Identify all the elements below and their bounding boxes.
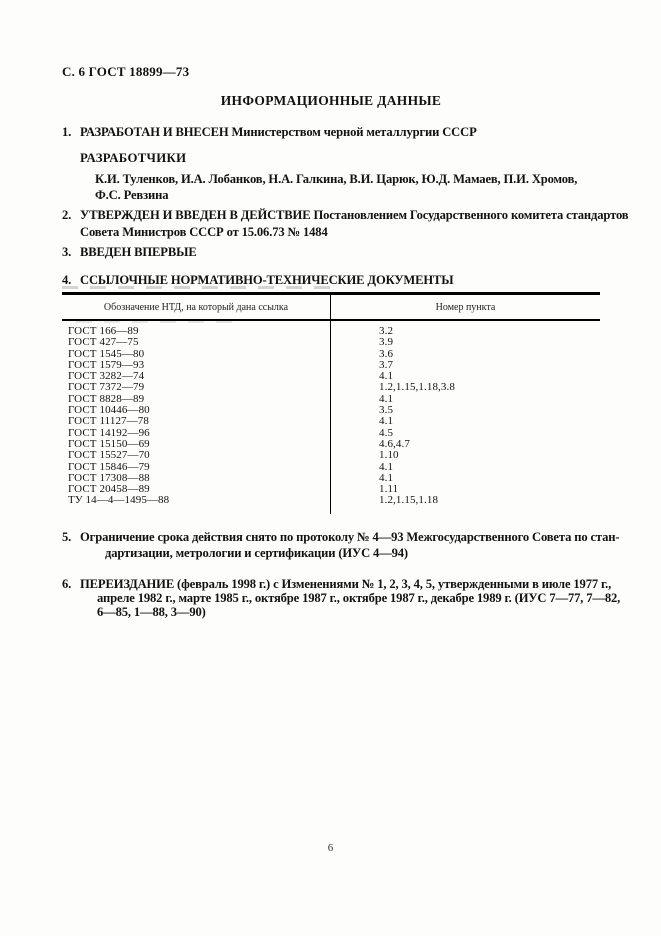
item-5-line-2: дартизации, метрологии и сертификации (ИУС 4—94)	[105, 546, 408, 560]
table-row-clause: 1.10	[379, 449, 399, 462]
scan-artifact	[62, 286, 342, 289]
developers-line-2: Ф.С. Ревзина	[95, 187, 169, 202]
table-row-clause: 1.2,1.15,1.18	[379, 494, 439, 507]
item-5-number: 5.	[62, 530, 72, 544]
table-row-clause: 3.5	[379, 404, 394, 417]
table-row-reference: ГОСТ 15846—79	[68, 460, 150, 473]
table-row-reference: ГОСТ 15527—70	[68, 449, 150, 462]
table-row-clause: 4.5	[379, 426, 394, 439]
table-row-reference: ГОСТ 11127—78	[68, 415, 149, 428]
table-col-references	[62, 321, 331, 514]
item-6-number: 6.	[62, 577, 72, 591]
page-title: ИНФОРМАЦИОННЫЕ ДАННЫЕ	[220, 93, 442, 108]
item-3	[62, 244, 600, 261]
table-header-reference: Обозначение НТД, на который дана ссылка	[62, 295, 331, 319]
item-3-line-1: ВВЕДЕН ВПЕРВЫЕ	[80, 245, 197, 259]
table-row-reference: ГОСТ 1579—93	[68, 358, 145, 371]
item-2-number: 2.	[62, 208, 72, 222]
item-1	[62, 124, 600, 141]
references-table	[62, 292, 600, 514]
table-row-reference: ГОСТ 17308—88	[68, 471, 150, 484]
table-header-row	[62, 292, 600, 321]
item-1-line-1: РАЗРАБОТАН И ВНЕСЕН Министерством черной металлургии СССР	[80, 125, 477, 139]
page-number: 6	[327, 842, 334, 854]
table-row-reference: ГОСТ 7372—79	[68, 381, 145, 394]
table-row-reference: ГОСТ 1545—80	[68, 347, 145, 360]
table-col-clauses	[331, 321, 600, 514]
table-row-reference: ГОСТ 3282—74	[68, 370, 145, 383]
table-row-reference: ТУ 14—4—1495—88	[68, 494, 170, 507]
item-5-line-1: Ограничение срока действия снято по протоколу № 4—93 Межгосударственного Совета по стан-	[80, 530, 620, 544]
table-row-clause: 1.11	[379, 483, 399, 496]
table-row-clause: 3.2	[379, 325, 394, 337]
table-row-clause: 4.1	[379, 471, 394, 484]
table-row-clause: 4.1	[379, 392, 394, 405]
table-row-clause: 3.7	[379, 358, 394, 371]
item-1-number: 1.	[62, 125, 72, 139]
item-6	[62, 577, 621, 619]
developers-names	[95, 172, 607, 203]
table-row-reference: ГОСТ 10446—80	[68, 404, 150, 417]
item-2	[62, 207, 629, 241]
developers-label: РАЗРАБОТЧИКИ	[80, 151, 187, 165]
item-2-line-2: Совета Министров СССР от 15.06.73 № 1484	[80, 225, 328, 239]
table-row-clause: 3.6	[379, 347, 394, 360]
table-row-reference: ГОСТ 15150—69	[68, 437, 150, 450]
item-6-line-1: ПЕРЕИЗДАНИЕ (февраль 1998 г.) с Изменениями № 1, 2, 3, 4, 5, утвержденными в июле 1977 г.,	[80, 577, 612, 591]
item-4-number: 4.	[62, 273, 72, 287]
table-row-clause: 4.6,4.7	[379, 437, 410, 450]
table-row-reference: ГОСТ 20458—89	[68, 483, 150, 496]
item-6-line-3: 6—85, 1—88, 3—90)	[97, 605, 206, 619]
item-3-number: 3.	[62, 245, 72, 259]
item-2-line-1: УТВЕРЖДЕН И ВВЕДЕН В ДЕЙСТВИЕ Постановлением Государственного комитета стандартов	[80, 208, 629, 222]
table-row-reference: ГОСТ 427—75	[68, 336, 139, 349]
table-row-clause: 3.9	[379, 336, 394, 349]
item-6-line-2: апреле 1982 г., марте 1985 г., октябре 1987 г., октябре 1987 г., декабре 1989 г. (ИУС 7—77, 7—82,	[97, 591, 621, 605]
table-row-clause: 4.1	[379, 370, 394, 383]
table-row-reference: ГОСТ 166—89	[68, 325, 139, 337]
table-body	[62, 321, 600, 514]
table-row-reference: ГОСТ 8828—89	[68, 392, 145, 405]
table-row-clause: 4.1	[379, 460, 394, 473]
table-row-clause: 1.2,1.15,1.18,3.8	[379, 381, 455, 394]
running-header: С. 6 ГОСТ 18899—73	[62, 64, 190, 79]
item-4-line-1: ССЫЛОЧНЫЕ НОРМАТИВНО-ТЕХНИЧЕСКИЕ ДОКУМЕНТЫ	[80, 273, 454, 287]
table-row-clause: 4.1	[379, 415, 394, 428]
developers-line-1: К.И. Туленков, И.А. Лобанков, Н.А. Галкина, В.И. Царюк, Ю.Д. Мамаев, П.И. Хромов,	[95, 172, 578, 186]
item-5	[62, 529, 620, 561]
table-header-clause: Номер пункта	[435, 302, 496, 313]
table-row-reference: ГОСТ 14192—96	[68, 426, 150, 439]
